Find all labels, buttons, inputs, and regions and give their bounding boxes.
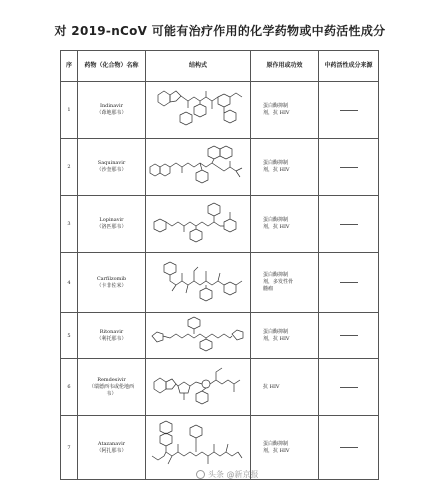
original-use [251,196,319,253]
header-original-use: 原作用或功效 [251,51,319,82]
dash-placeholder [340,447,358,448]
structure-lopinavir [150,200,246,248]
drug-name-cn: （利托那韦） [96,335,127,342]
original-use [251,253,319,313]
structure-atazanavir [148,420,248,476]
tcm-source [319,253,379,313]
structure-carfilzomib [150,257,246,309]
drug-name [78,313,146,359]
drug-name-en: Remdesivir [97,376,126,383]
structure-cell [146,359,251,416]
drug-name-cn-cont: 韦） [106,390,117,397]
original-use-line: 抗 HIV [263,383,280,390]
original-use-line: 剂，抗 HIV [263,110,290,116]
row-number: 1 [61,82,78,139]
structure-ritonavir [148,316,248,356]
row-number: 2 [61,139,78,196]
watermark-text: 头条 @新京报 [208,470,259,479]
dash-placeholder [340,167,358,168]
table-row [61,359,379,416]
original-use-line: 剂，多发性骨 [263,279,294,285]
drug-name-en: Carfilzomib [96,275,127,282]
drug-name [78,253,146,313]
compound-table [60,50,379,480]
tcm-source [319,82,379,139]
header-tcm-source: 中药活性成分来源 [319,51,379,82]
tcm-source [319,416,379,480]
original-use [251,416,319,480]
drug-name [78,359,146,416]
original-use-line: 剂，抗 HIV [263,167,290,173]
drug-name [78,196,146,253]
drug-name [78,416,146,480]
drug-name [78,139,146,196]
original-use-line: 髓瘤 [263,286,274,292]
drug-name-en: Ritonavir [99,328,124,335]
drug-name-cn: （瑞德西韦或伦地西 [88,383,134,390]
original-use-line: 蛋白酶抑制 [263,440,289,447]
original-use-line: 剂，抗 HIV [263,447,290,454]
table-row [61,139,379,196]
dash-placeholder [340,387,358,388]
header-no: 序 [61,51,78,82]
drug-name-en: Lopinavir [99,217,124,223]
tcm-source [319,313,379,359]
structure-cell [146,253,251,313]
structure-saquinavir [148,143,248,191]
drug-name-en: Indinavir [99,103,123,109]
structure-cell [146,139,251,196]
toutiao-logo-icon [196,470,205,479]
table-row [61,196,379,253]
header-structure: 结构式 [146,51,251,82]
table-header-row [61,51,379,82]
original-use-line: 剂，抗 HIV [263,224,290,230]
row-number: 4 [61,253,78,313]
table-row [61,82,379,139]
original-use [251,82,319,139]
original-use-line: 蛋白酶抑制 [263,160,289,166]
page-title: 对 2019-nCoV 可能有治疗作用的化学药物或中药活性成分 [54,24,386,38]
original-use-line: 蛋白酶抑制 [263,272,289,278]
row-number: 5 [61,313,78,359]
structure-remdesivir [150,362,246,412]
original-use [251,139,319,196]
structure-cell [146,313,251,359]
dash-placeholder [340,110,358,111]
original-use-line: 蛋白酶抑制 [263,103,289,109]
drug-name-cn: （阿扎那韦） [96,447,127,454]
drug-name-cn: （洛匹那韦） [96,224,127,230]
dash-placeholder [340,224,358,225]
drug-name-en: Saquinavir [97,160,126,166]
original-use [251,313,319,359]
drug-name-cn: （茚地那韦） [96,110,127,116]
table-row [61,253,379,313]
tcm-source [319,196,379,253]
drug-name-cn: （卡非佐米） [96,282,127,289]
original-use-line: 蛋白酶抑制 [263,328,289,335]
drug-name [78,82,146,139]
dash-placeholder [340,335,358,336]
tcm-source [319,359,379,416]
table-row [61,313,379,359]
original-use-line: 蛋白酶抑制 [263,217,289,223]
original-use-line: 剂，抗 HIV [263,335,290,342]
original-use [251,359,319,416]
drug-name-en: Atazanavir [97,440,126,447]
structure-cell [146,82,251,139]
structure-indinavir [150,85,246,135]
drug-name-cn: （沙奎那韦） [96,167,127,173]
row-number: 6 [61,359,78,416]
structure-cell [146,196,251,253]
watermark [196,469,259,480]
tcm-source [319,139,379,196]
row-number: 7 [61,416,78,480]
header-name: 药物（化合物）名称 [78,51,146,82]
dash-placeholder [340,282,358,283]
row-number: 3 [61,196,78,253]
